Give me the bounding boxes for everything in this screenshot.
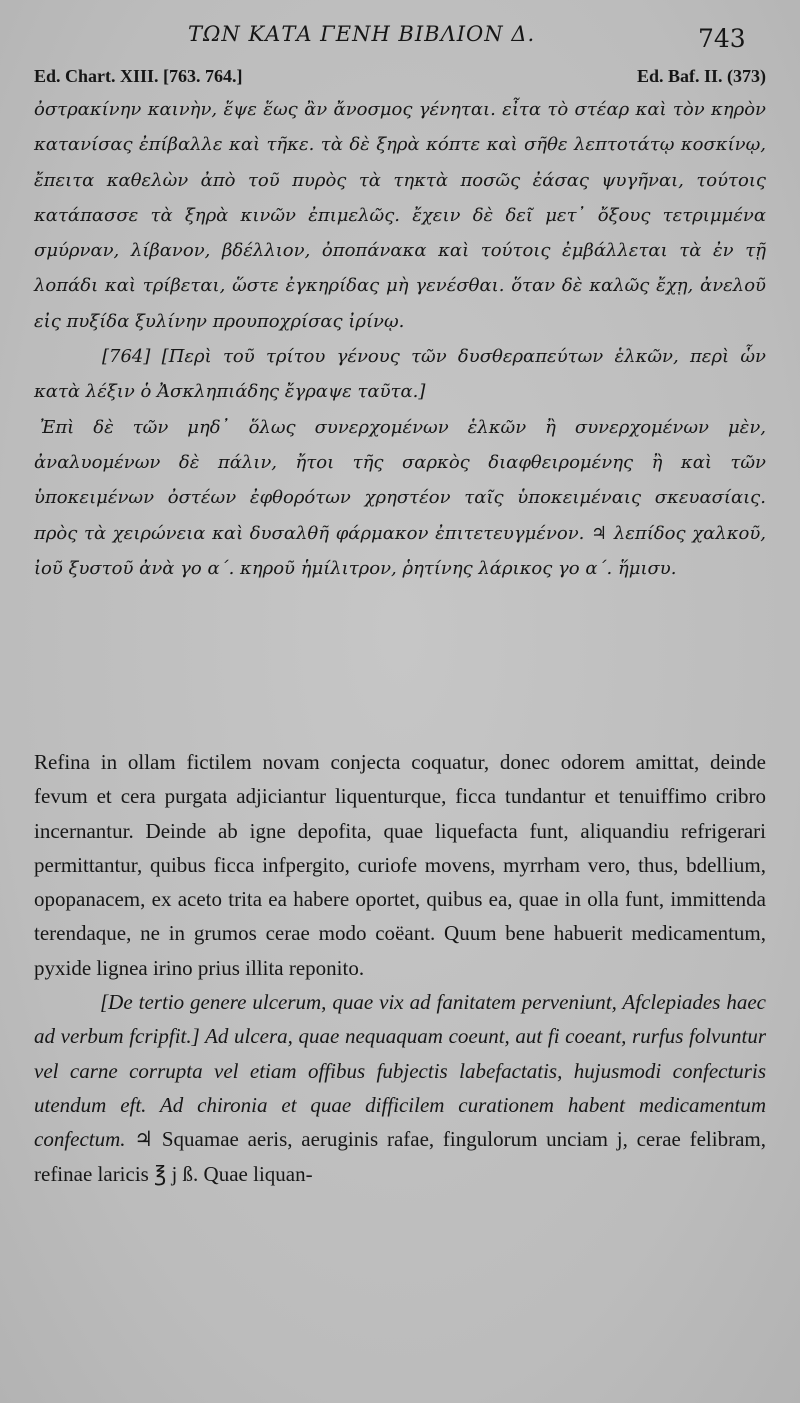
latin-paragraph-1: Refina in ollam fictilem novam conjecta coquatur, donec odorem amittat, deinde fevum et cera purgata adjiciantur liquenturque, ficca tundantur et tenuiffimo cribro incernantur. Deinde ab igne depofita, quae liquefacta funt, aliquandiu refrigerari permittantur, quibus ficca infpergito, curiofe movens, myrrham vero, thus, bdellium, opopanacem, ex aceto trita ea habere oportet, quibus ea, quae in olla funt, immittenda terendaque, ne in grumos cerae modo coëant. Quum bene habuerit medicamentum, pyxide lignea irino prius illita reponito. bbox=[34, 750, 766, 980]
running-title: ΤΩΝ ΚΑΤΑ ΓΕΝΗ ΒΙΒΛΙΟΝ Δ. bbox=[188, 22, 536, 46]
greek-text-block bbox=[34, 92, 766, 586]
edition-ref-chart: Ed. Chart. XIII. [763. 764.] bbox=[34, 66, 243, 86]
edition-ref-bas: Ed. Baf. II. (373) bbox=[636, 66, 766, 86]
page-number: 743 bbox=[698, 24, 746, 53]
latin-text-block bbox=[34, 745, 766, 1191]
greek-paragraph-1: ὀστρακίνην καινὴν, ἕψε ἕως ἂν ἄνοσμος γένηται. εἶτα τὸ στέαρ καὶ τὸν κηρὸν κατανίσας ἐπίβαλλε καὶ τῆκε. τὰ δὲ ξηρὰ κόπτε καὶ σῆθε λεπτοτάτῳ κοσκίνῳ, ἔπειτα καθελὼν ἀπὸ τοῦ πυρὸς τὰ τηκτὰ ποσῶς ἐάσας ψυγῆναι, τούτοις κατάπασσε τὰ ξηρὰ κινῶν ἐπιμελῶς. ἔχειν δὲ δεῖ μετ᾽ ὄξους τετριμμένα σμύρναν, λίβανον, βδέλλιον, ὀποπάνακα καὶ τούτοις ἐμβάλλεται τὰ ἐν τῇ λοπάδι καὶ τρίβεται, ὥστε ἐγκηρίδας μὴ γενέσθαι. ὅταν δὲ καλῶς ἔχῃ, ἀνελοῦ εἰς πυξίδα ξυλίνην προυποχρίσας ἰρίνῳ. bbox=[34, 99, 766, 332]
latin-section-heading: [De tertio genere ulcerum, quae vix ad fanitatem perveniunt, Afclepiades haec ad verbum fcripfit.] Ad ulcera, quae nequaquam coeunt, aut fi coeant, rurfus folvuntur vel carne corrupta vel etiam offibus fubjectis labefactatis, hujusmodi confecturis utendum eft. Ad chironia et quae difficilem curationem habent medicamentum confectum. bbox=[34, 990, 766, 1152]
edition-references bbox=[34, 66, 766, 92]
running-head bbox=[0, 22, 800, 58]
greek-section-heading: [764] [Περὶ τοῦ τρίτου γένους τῶν δυσθεραπεύτων ἑλκῶν, περὶ ὧν κατὰ λέξιν ὁ Ἀσκληπιάδης ἔγραψε ταῦτα.] bbox=[34, 346, 766, 403]
greek-paragraph-2: Ἐπὶ δὲ τῶν μηδ᾽ ὅλως συνερχομένων ἑλκῶν ἢ συνερχομένων μὲν, ἀναλυομένων δὲ πάλιν, ἤτοι τῆς σαρκὸς διαφθειρομένης ἢ καὶ τῶν ὑποκειμένων ὀστέων ἐφθορότων χρηστέον ταῖς ὑποκειμέναις σκευασίαις. πρὸς τὰ χειρώνεια καὶ δυσαλθῆ φάρμακον ἐπιτετευγμένον. ♃ λεπίδος χαλκοῦ, ἰοῦ ξυστοῦ ἀνὰ γο α΄. κηροῦ ἡμίλιτρον, ῥητίνης λάρικος γο α΄. ἥμισυ. bbox=[34, 416, 766, 579]
latin-paragraph-2 bbox=[34, 985, 766, 1191]
latin-recipe-text: ♃ Squamae aeris, aeruginis rafae, fingulorum unciam j, cerae felibram, refinae laricis ℥ j ß. Quae liquan- bbox=[34, 1127, 766, 1186]
